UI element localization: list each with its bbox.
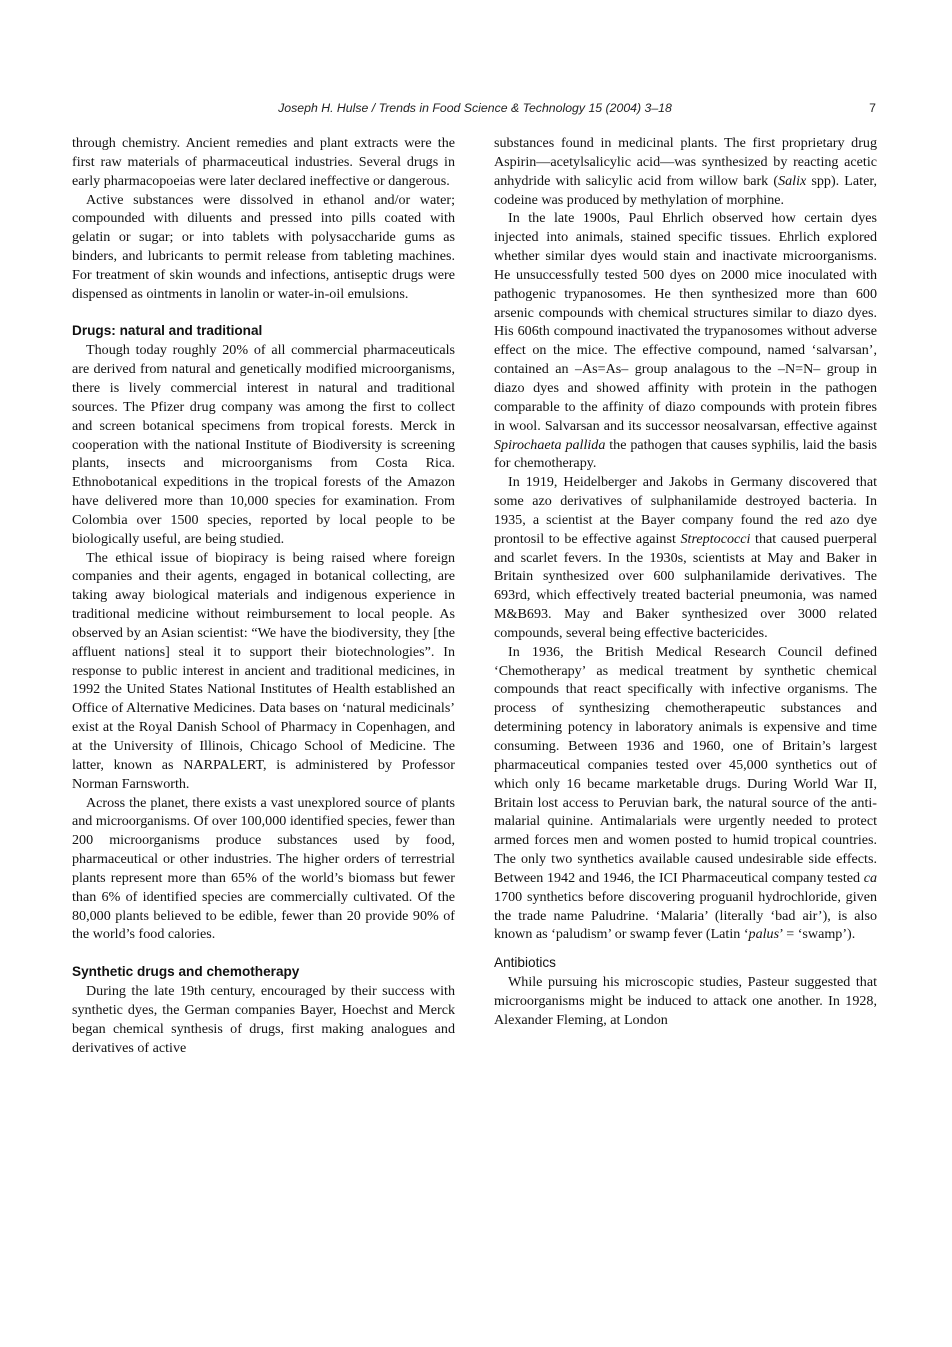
paragraph: Though today roughly 20% of all commercial pharmaceuticals are derived from natural and genetically modified microorganisms, there is lively commercial interest in natural and traditional sources. The Pfizer drug company was among the first to collect and screen botanical specimens from tropical forests. Merck in cooperation with the national Institute of Biodiversity is screening plants, insects and microorganisms from Costa Rica. Ethnobotanical expeditions in the tropical forests of the Amazon have delivered more than 10,000 species for examination. From Colombia over 1500 species, reported by local people to be biologically useful, are being studied. [72,342,455,547]
section-heading-antibiotics: Antibiotics [494,955,556,971]
paragraph: substances found in medicinal plants. The first proprietary drug Aspirin—acetylsalicylic acid—was synthesized by reacting acetic anhydride with salicylic acid from willow bark (Salix spp). Later, codeine was produced by methylation of morphine. [494,135,877,208]
paragraph: In 1936, the British Medical Research Council defined ‘Chemotherapy’ as medical treatment by synthetic chemical compounds that react specifically with infective organisms. The process of synthesizing chemotherapeutic substances and determining potency in laboratory animals is expensive and time consuming. Between 1936 and 1960, one of Britain’s largest pharmaceutical companies tested over 45,000 synthetics out of which only 16 became marketable drugs. During World War II, Britain lost access to Peruvian bark, the natural source of the anti-malarial quinine. Antimalarials were urgently needed to protect armed forces men and women posted to humid tropical countries. The only two synthetics available caused undesirable side effects. Between 1942 and 1946, the ICI Pharmaceutical company tested ca 1700 synthetics before discovering proguanil hydrochloride, given the trade name Paludrine. ‘Malaria’ (literally ‘bad air’), is also known as ‘paludism’ or swamp fever (Latin ‘palus’ = ‘swamp’). [494,643,877,943]
left-column [72,134,455,1057]
section-heading-drugs-natural: Drugs: natural and traditional [72,323,263,339]
paragraph: In 1919, Heidelberger and Jakobs in Germany discovered that some azo derivatives of sulphanilamide destroyed bacteria. In 1935, a scientist at the Bayer company found the red azo dye prontosil to be effective against Streptococci that caused puerperal and scarlet fevers. In the 1930s, scientists at May and Baker in Britain synthesized over 600 sulphanilamide derivatives. The 693rd, which effectively treated bacterial pneumonia, was named M&B693. May and Baker synthesized over 3000 related compounds, several being effective bactericides. [494,474,878,641]
paragraph: While pursuing his microscopic studies, Pasteur suggested that microorganisms might be induced to attack one another. In 1928, Alexander Fleming, at London [494,974,877,1028]
right-column [494,134,877,1030]
running-header [72,101,878,119]
paragraph: through chemistry. Ancient remedies and plant extracts were the first raw materials of pharmaceutical industries. Several drugs in early pharmacopoeias were later declared ineffective or dangerous. [72,135,455,189]
paragraph: The ethical issue of biopiracy is being raised where foreign companies and their agents, engaged in botanical collecting, are taking away biological materials and indigenous experience in traditional medicine without reimbursement to local people. As observed by an Asian scientist: “We have the biodiversity, they [the affluent nations] steal it to support their biotechnologies”. In response to public interest in ancient and traditional medicines, in 1992 the United States National Institutes of Health established an Office of Alternative Medicines. Data bases on ‘natural medicinals’ exist at the Royal Danish School of Pharmacy in Copenhagen, and at the University of Illinois, Chicago School of Medicine. The latter, known as NARPALERT, is administered by Professor Norman Farnsworth. [72,549,455,792]
paragraph: Across the planet, there exists a vast unexplored source of plants and microorganisms. Of over 100,000 identified species, fewer than 200 microorganisms produce substances used by food, pharmaceutical or other industries. The higher orders of terrestrial plants represent more than 65% of the world’s biomass but fewer than 6% of identified species are commercially cultivated. Of the 80,000 plants believed to be edible, fewer than 20 provide 90% of the world’s food calories. [72,794,455,943]
running-title: Joseph H. Hulse / Trends in Food Science & Technology 15 (2004) 3–18 [278,101,672,115]
page-number: 7 [869,101,876,115]
paragraph: Active substances were dissolved in ethanol and/or water; compounded with diluents and pressed into pills coated with gelatin or sugar; or into tablets with polysaccharide gums as binders, and lubricants to permit release from tableting machines. For treatment of skin wounds and infections, antiseptic drugs were dispensed as ointments in lanolin or water-in-oil emulsions. [72,191,455,302]
paragraph: In the late 1900s, Paul Ehrlich observed how certain dyes injected into animals, stained specific tissues. Ehrlich explored whether similar dyes would stain and inactivate microorganisms. He unsuccessfully tested 500 dyes on 2000 mice inoculated with pathogenic trypanosomes. He then synthesized more than 600 arsenic compounds with chemical structures similar to diazo dyes. His 606th compound inactivated the trypanosomes without adverse effect on the mice. The effective compound, named ‘salvarsan’, contained an –As=As– group analagous to the –N=N– group in diazo dyes and showed affinity with protein in the pathogen comparable to the affinity of diazo compounds with protein fibres in wool. Salvarsan and its successor neosalvarsan, effective against Spirochaeta pallida the pathogen that causes syphilis, laid the basis for chemotherapy. [494,210,878,472]
paragraph: During the late 19th century, encouraged by their success with synthetic dyes, the German companies Bayer, Hoechst and Merck began chemical synthesis of drugs, first making analogues and derivatives of active [72,982,455,1056]
section-heading-synthetic-drugs: Synthetic drugs and chemotherapy [72,964,300,980]
